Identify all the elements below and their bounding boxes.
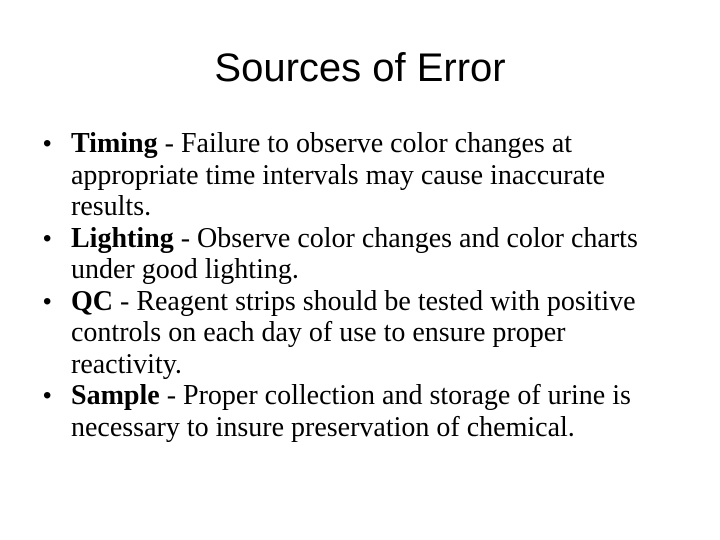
bullet-term: Sample [71, 380, 160, 411]
slide-title: Sources of Error [214, 46, 506, 90]
bullet-text: - Proper collection and storage of urine is necessary to insure preservation of chemical. [71, 380, 631, 443]
bullet-term: QC [71, 285, 113, 317]
bullet-text: - Reagent strips should be tested with positive controls on each day of use to ensure proper reactivity. [71, 285, 636, 380]
bullet-item-sample [40, 380, 680, 443]
bullet-text: - Observe color changes and color charts under good lighting. [71, 222, 638, 285]
bullet-icon: • [43, 287, 52, 315]
bullet-icon: • [43, 224, 52, 252]
bullet-term: Lighting [71, 222, 174, 254]
bullet-icon: • [43, 382, 52, 409]
bullet-item-lighting [40, 223, 680, 286]
bullet-icon: • [43, 130, 52, 157]
bullet-list [40, 128, 680, 443]
bullet-text: - Failure to observe color changes at appropriate time intervals may cause inaccurate results. [71, 128, 606, 222]
bullet-item-qc [40, 286, 680, 381]
bullet-term: Timing [71, 128, 158, 159]
bullet-item-timing [40, 128, 680, 223]
